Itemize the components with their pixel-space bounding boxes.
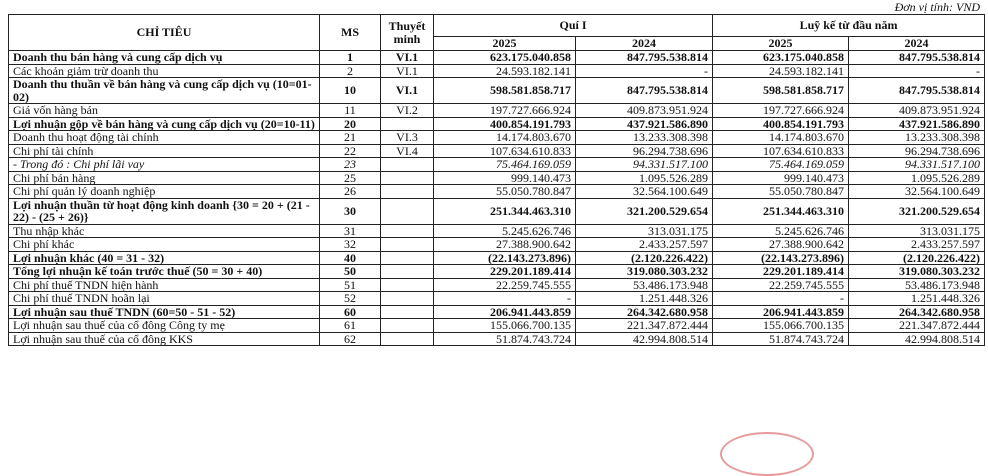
row-luy-ke-2024: 42.994.808.514 (849, 332, 985, 346)
row-thuyet-minh: VI.1 (381, 78, 434, 104)
row-label: Chi phí tài chính (9, 144, 320, 158)
row-ms: 30 (320, 198, 381, 224)
row-qui-2024: 313.031.175 (576, 224, 713, 238)
row-luy-ke-2024: 847.795.538.814 (849, 51, 985, 65)
row-label: Doanh thu hoạt động tài chính (9, 131, 320, 145)
row-label: Chi phí khác (9, 238, 320, 252)
row-qui-2024: 96.294.738.696 (576, 144, 713, 158)
row-ms: 50 (320, 265, 381, 279)
row-qui-2024: 53.486.173.948 (576, 278, 713, 292)
row-label: Chi phí thuế TNDN hiện hành (9, 278, 320, 292)
row-luy-ke-2025: (22.143.273.896) (713, 251, 849, 265)
row-label: Giá vốn hàng bán (9, 104, 320, 118)
row-luy-ke-2024: 409.873.951.924 (849, 104, 985, 118)
row-ms: 21 (320, 131, 381, 145)
row-qui-2025: 107.634.610.833 (434, 144, 576, 158)
row-thuyet-minh (381, 185, 434, 199)
table-row (9, 158, 985, 172)
header-qui-2025: 2025 (434, 37, 576, 51)
row-qui-2025: 999.140.473 (434, 171, 576, 185)
row-thuyet-minh (381, 198, 434, 224)
row-label: Lợi nhuận sau thuế TNDN (60=50 - 51 - 52) (9, 305, 320, 319)
row-luy-ke-2024: 321.200.529.654 (849, 198, 985, 224)
row-ms: 1 (320, 51, 381, 65)
row-thuyet-minh (381, 251, 434, 265)
table-row (9, 117, 985, 131)
table-row (9, 265, 985, 279)
row-thuyet-minh: VI.4 (381, 144, 434, 158)
row-label: Lợi nhuận khác (40 = 31 - 32) (9, 251, 320, 265)
row-qui-2024: 437.921.586.890 (576, 117, 713, 131)
table-row (9, 185, 985, 199)
table-row (9, 51, 985, 65)
row-label: Doanh thu bán hàng và cung cấp dịch vụ (9, 51, 320, 65)
row-qui-2024: 32.564.100.649 (576, 185, 713, 199)
row-thuyet-minh (381, 171, 434, 185)
row-label: Lợi nhuận thuần từ hoạt động kinh doanh {30 = 20 + (21 - 22) - (25 + 26)} (9, 198, 320, 224)
row-luy-ke-2025: 24.593.182.141 (713, 64, 849, 78)
row-label: Chi phí bán hàng (9, 171, 320, 185)
row-qui-2025: 51.874.743.724 (434, 332, 576, 346)
header-luy-ke: Luỹ kế từ đầu năm (713, 15, 985, 37)
row-thuyet-minh: VI.2 (381, 104, 434, 118)
row-ms: 23 (320, 158, 381, 172)
row-ms: 60 (320, 305, 381, 319)
row-qui-2024: 1.095.526.289 (576, 171, 713, 185)
row-ms: 40 (320, 251, 381, 265)
row-qui-2025: 229.201.189.414 (434, 265, 576, 279)
row-thuyet-minh (381, 332, 434, 346)
row-qui-2025: 55.050.780.847 (434, 185, 576, 199)
table-row (9, 224, 985, 238)
table-row (9, 292, 985, 306)
row-label: Doanh thu thuần về bán hàng và cung cấp dịch vụ (10=01-02) (9, 78, 320, 104)
row-luy-ke-2025: 5.245.626.746 (713, 224, 849, 238)
table-body (9, 51, 985, 346)
row-luy-ke-2024: 264.342.680.958 (849, 305, 985, 319)
row-qui-2024: 319.080.303.232 (576, 265, 713, 279)
row-luy-ke-2025: 55.050.780.847 (713, 185, 849, 199)
row-ms: 51 (320, 278, 381, 292)
row-thuyet-minh (381, 292, 434, 306)
row-luy-ke-2025: 27.388.900.642 (713, 238, 849, 252)
row-ms: 25 (320, 171, 381, 185)
red-stamp (720, 432, 814, 476)
row-luy-ke-2024: (2.120.226.422) (849, 251, 985, 265)
row-label: Thu nhập khác (9, 224, 320, 238)
header-thuyet-minh: Thuyết minh (381, 15, 434, 51)
header-ms: MS (320, 15, 381, 51)
header-qui-2024: 2024 (576, 37, 713, 51)
row-label: Lợi nhuận gộp về bán hàng và cung cấp dịch vụ (20=10-11) (9, 117, 320, 131)
row-thuyet-minh (381, 319, 434, 333)
income-statement-table (8, 14, 985, 346)
row-qui-2025: 623.175.040.858 (434, 51, 576, 65)
table-row (9, 78, 985, 104)
row-qui-2025: 155.066.700.135 (434, 319, 576, 333)
row-qui-2024: 847.795.538.814 (576, 78, 713, 104)
header-luy-ke-2025: 2025 (713, 37, 849, 51)
table-row (9, 104, 985, 118)
row-label: Chi phí thuế TNDN hoãn lại (9, 292, 320, 306)
row-luy-ke-2024: 32.564.100.649 (849, 185, 985, 199)
row-thuyet-minh: VI.1 (381, 51, 434, 65)
row-qui-2025: 197.727.666.924 (434, 104, 576, 118)
row-label: - Trong đó : Chi phí lãi vay (9, 158, 320, 172)
row-luy-ke-2024: 313.031.175 (849, 224, 985, 238)
table-row (9, 238, 985, 252)
row-qui-2025: 251.344.463.310 (434, 198, 576, 224)
row-qui-2025: 22.259.745.555 (434, 278, 576, 292)
row-luy-ke-2025: - (713, 292, 849, 306)
row-qui-2024: 94.331.517.100 (576, 158, 713, 172)
row-qui-2025: 206.941.443.859 (434, 305, 576, 319)
row-ms: 31 (320, 224, 381, 238)
row-qui-2025: 400.854.191.793 (434, 117, 576, 131)
row-luy-ke-2025: 107.634.610.833 (713, 144, 849, 158)
row-ms: 2 (320, 64, 381, 78)
row-luy-ke-2025: 75.464.169.059 (713, 158, 849, 172)
row-ms: 22 (320, 144, 381, 158)
row-qui-2024: 1.251.448.326 (576, 292, 713, 306)
row-luy-ke-2024: 13.233.308.398 (849, 131, 985, 145)
table-row (9, 64, 985, 78)
row-luy-ke-2025: 400.854.191.793 (713, 117, 849, 131)
row-qui-2024: 42.994.808.514 (576, 332, 713, 346)
row-qui-2025: 24.593.182.141 (434, 64, 576, 78)
header-qui: Quí I (434, 15, 713, 37)
row-luy-ke-2025: 14.174.803.670 (713, 131, 849, 145)
row-ms: 52 (320, 292, 381, 306)
row-qui-2024: 221.347.872.444 (576, 319, 713, 333)
row-thuyet-minh (381, 265, 434, 279)
row-qui-2024: 847.795.538.814 (576, 51, 713, 65)
row-ms: 11 (320, 104, 381, 118)
table-row (9, 278, 985, 292)
table-row (9, 332, 985, 346)
row-thuyet-minh: VI.1 (381, 64, 434, 78)
table-row (9, 131, 985, 145)
row-luy-ke-2025: 197.727.666.924 (713, 104, 849, 118)
row-luy-ke-2024: 847.795.538.814 (849, 78, 985, 104)
row-qui-2024: 264.342.680.958 (576, 305, 713, 319)
row-label: Chi phí quản lý doanh nghiệp (9, 185, 320, 199)
row-qui-2024: 409.873.951.924 (576, 104, 713, 118)
header-luy-ke-2024: 2024 (849, 37, 985, 51)
row-ms: 61 (320, 319, 381, 333)
row-luy-ke-2024: 53.486.173.948 (849, 278, 985, 292)
row-thuyet-minh (381, 117, 434, 131)
row-qui-2025: - (434, 292, 576, 306)
row-qui-2024: (2.120.226.422) (576, 251, 713, 265)
table-row (9, 198, 985, 224)
row-thuyet-minh (381, 278, 434, 292)
row-label: Lợi nhuận sau thuế của cổ đông KKS (9, 332, 320, 346)
row-qui-2024: - (576, 64, 713, 78)
row-luy-ke-2024: 1.251.448.326 (849, 292, 985, 306)
row-qui-2025: 75.464.169.059 (434, 158, 576, 172)
row-qui-2025: 5.245.626.746 (434, 224, 576, 238)
table-row (9, 251, 985, 265)
row-luy-ke-2025: 251.344.463.310 (713, 198, 849, 224)
row-luy-ke-2025: 999.140.473 (713, 171, 849, 185)
row-label: Tổng lợi nhuận kế toán trước thuế (50 = 30 + 40) (9, 265, 320, 279)
row-luy-ke-2025: 22.259.745.555 (713, 278, 849, 292)
row-luy-ke-2025: 51.874.743.724 (713, 332, 849, 346)
row-luy-ke-2024: - (849, 64, 985, 78)
unit-note: Đơn vị tính: VND (894, 0, 980, 14)
row-luy-ke-2024: 96.294.738.696 (849, 144, 985, 158)
row-thuyet-minh (381, 224, 434, 238)
row-luy-ke-2024: 2.433.257.597 (849, 238, 985, 252)
row-luy-ke-2024: 437.921.586.890 (849, 117, 985, 131)
row-label: Lợi nhuận sau thuế của cổ đông Công ty mẹ (9, 319, 320, 333)
row-luy-ke-2024: 221.347.872.444 (849, 319, 985, 333)
row-qui-2024: 2.433.257.597 (576, 238, 713, 252)
row-qui-2025: 27.388.900.642 (434, 238, 576, 252)
row-qui-2024: 321.200.529.654 (576, 198, 713, 224)
row-luy-ke-2025: 206.941.443.859 (713, 305, 849, 319)
row-ms: 26 (320, 185, 381, 199)
row-thuyet-minh (381, 238, 434, 252)
row-label: Các khoản giảm trừ doanh thu (9, 64, 320, 78)
row-luy-ke-2024: 94.331.517.100 (849, 158, 985, 172)
row-luy-ke-2025: 623.175.040.858 (713, 51, 849, 65)
table-row (9, 144, 985, 158)
row-qui-2025: 14.174.803.670 (434, 131, 576, 145)
row-thuyet-minh: VI.3 (381, 131, 434, 145)
row-luy-ke-2025: 155.066.700.135 (713, 319, 849, 333)
row-luy-ke-2025: 598.581.858.717 (713, 78, 849, 104)
row-ms: 62 (320, 332, 381, 346)
row-luy-ke-2025: 229.201.189.414 (713, 265, 849, 279)
row-ms: 32 (320, 238, 381, 252)
table-row (9, 319, 985, 333)
row-ms: 10 (320, 78, 381, 104)
row-luy-ke-2024: 1.095.526.289 (849, 171, 985, 185)
row-luy-ke-2024: 319.080.303.232 (849, 265, 985, 279)
row-qui-2025: (22.143.273.896) (434, 251, 576, 265)
table-row (9, 305, 985, 319)
table-row (9, 171, 985, 185)
row-qui-2024: 13.233.308.398 (576, 131, 713, 145)
row-qui-2025: 598.581.858.717 (434, 78, 576, 104)
row-thuyet-minh (381, 158, 434, 172)
row-ms: 20 (320, 117, 381, 131)
header-chi-tieu: CHỈ TIÊU (9, 15, 320, 51)
row-thuyet-minh (381, 305, 434, 319)
